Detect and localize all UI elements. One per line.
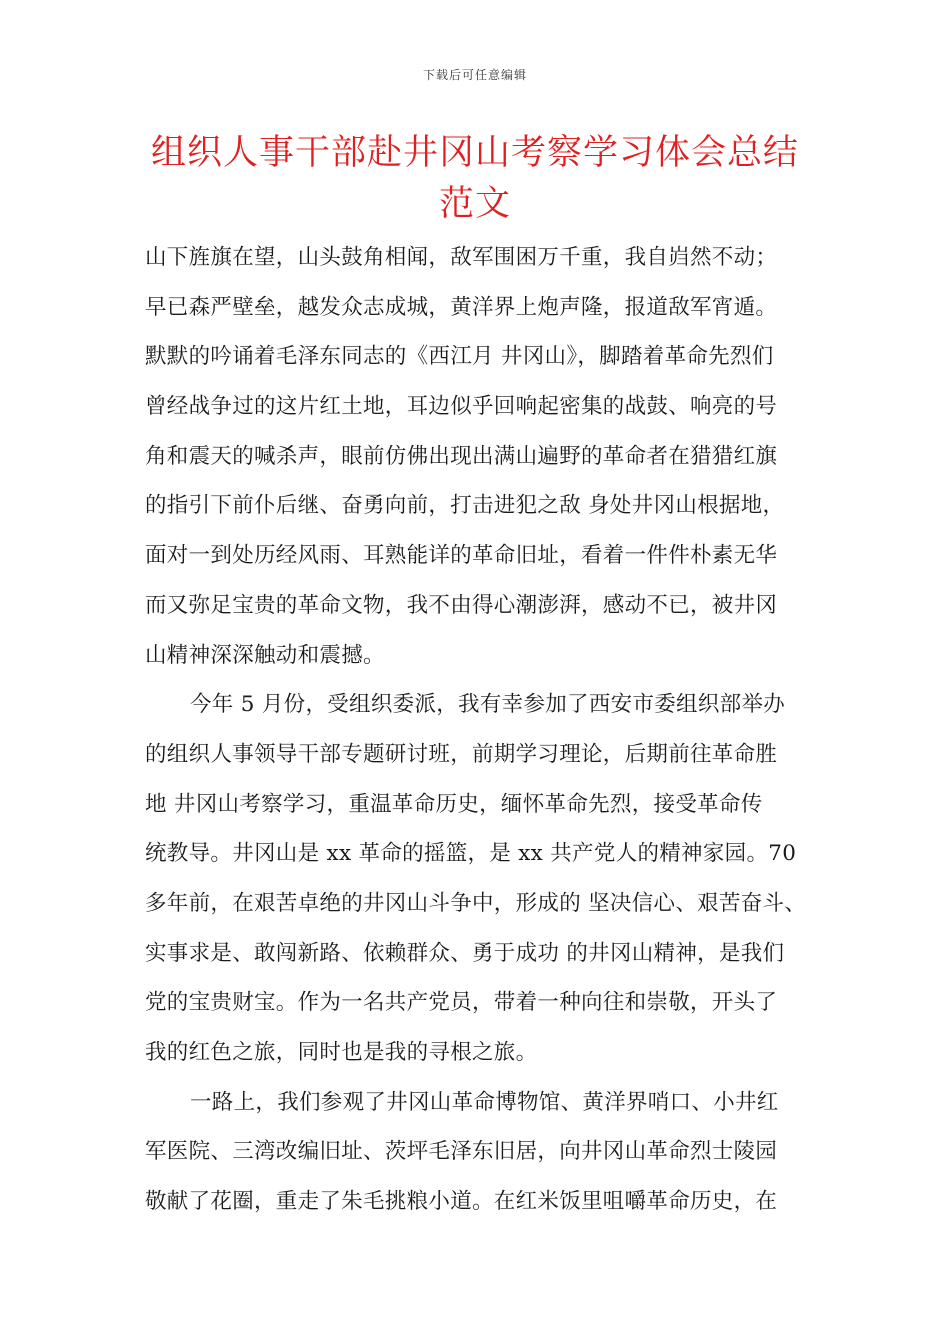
paragraph-2-line: 实事求是、敢闯新路、依赖群众、勇于成功 的井冈山精神，是我们 bbox=[145, 940, 785, 966]
title-line-2: 范文 bbox=[438, 184, 511, 224]
paragraph-1-line: 的指引下前仆后继、奋勇向前，打击进犯之敌 身处井冈山根据地， bbox=[145, 493, 785, 519]
paragraph-2-line: 的组织人事领导干部专题研讨班，前期学习理论，后期前往革命胜 bbox=[145, 741, 778, 767]
paragraph-1-line: 曾经战争过的这片红土地，耳边似乎回响起密集的战鼓、响亮的号 bbox=[145, 394, 778, 420]
paragraph-2-line: 党的宝贵财宝。作为一名共产党员，带着一种向往和崇敬，开头了 bbox=[145, 990, 778, 1016]
paragraph-1-line: 山精神深深触动和震撼。 bbox=[145, 642, 385, 668]
paragraph-3-line: 一路上，我们参观了井冈山革命博物馆、黄洋界哨口、小井红 bbox=[190, 1089, 779, 1115]
body-text bbox=[145, 233, 825, 1227]
paragraph-3-line: 敬献了花圈，重走了朱毛挑粮小道。在红米饭里咀嚼革命历史，在 bbox=[145, 1189, 778, 1215]
paragraph-2-line: 我的红色之旅，同时也是我的寻根之旅。 bbox=[145, 1040, 538, 1065]
paragraph-2-line: 多年前，在艰苦卓绝的井冈山斗争中，形成的 坚决信心、艰苦奋斗、 bbox=[145, 890, 807, 916]
paragraph-3-line: 军医院、三湾改编旧址、茨坪毛泽东旧居，向井冈山革命烈士陵园 bbox=[145, 1139, 778, 1165]
paragraph-1-line: 默默的吟诵着毛泽东同志的《西江月 井冈山》，脚踏着革命先烈们 bbox=[145, 344, 774, 370]
paragraph-1-line: 面对一到处历经风雨、耳熟能详的革命旧址，看着一件件朴素无华 bbox=[145, 543, 778, 569]
document-title bbox=[140, 128, 810, 230]
header-note: 下载后可任意编辑 bbox=[422, 68, 527, 82]
paragraph-2-line: 统教导。井冈山是 xx 革命的摇篮，是 xx 共产党人的精神家园。70 bbox=[145, 841, 797, 867]
paragraph-1-line: 而又弥足宝贵的革命文物，我不由得心潮澎湃，感动不已，被井冈 bbox=[145, 592, 778, 618]
paragraph-2-line: 地 井冈山考察学习，重温革命历史，缅怀革命先烈，接受革命传 bbox=[145, 791, 763, 817]
paragraph-1-line: 早已森严壁垒，越发众志成城，黄洋界上炮声隆，报道敌军宵遁。 bbox=[145, 294, 778, 320]
paragraph-1-line: 山下旌旗在望，山头鼓角相闻，敌军围困万千重，我自岿然不动； bbox=[145, 245, 778, 270]
title-line-1: 组织人事干部赴井冈山考察学习体会总结 bbox=[150, 133, 799, 173]
paragraph-1-line: 角和震天的喊杀声，眼前仿佛出现出满山遍野的革命者在猎猎红旗 bbox=[145, 443, 778, 469]
paragraph-2-line: 今年 5 月份，受组织委派，我有幸参加了西安市委组织部举办 bbox=[190, 692, 786, 718]
